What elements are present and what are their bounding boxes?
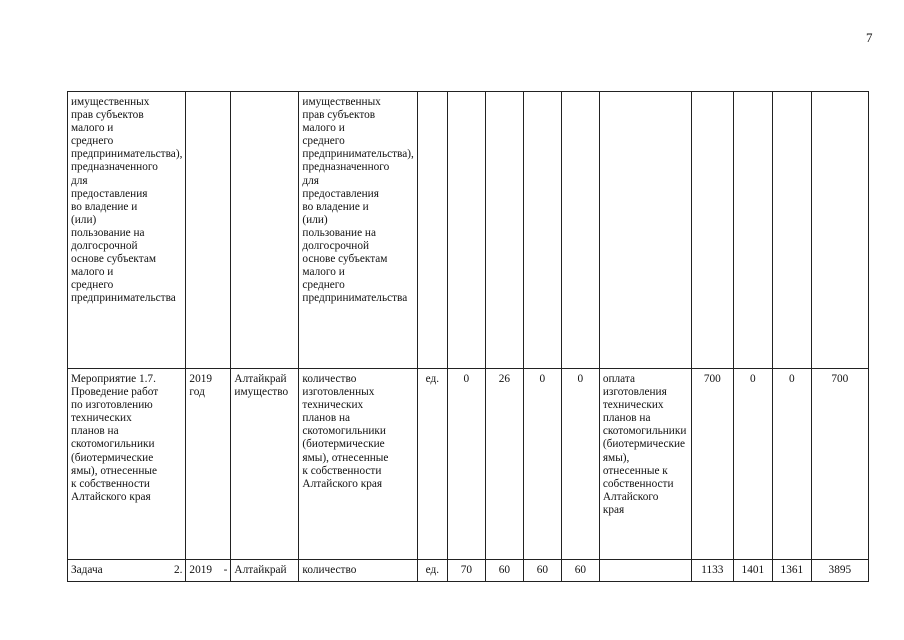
cell-measure-name: Мероприятие 1.7. Проведение работ по изготовлению технических планов на скотомогильники (биотермические ямы), отнесенные к собственности Алтайского края	[68, 369, 186, 560]
cell-finance-1: 1133	[691, 560, 733, 582]
cell-period: 2019 -	[186, 560, 231, 582]
table-row-measure-1-7	[68, 369, 869, 560]
cell-finance-empty	[772, 92, 811, 369]
cell-expense-empty	[599, 92, 691, 369]
cell-value-empty	[561, 92, 599, 369]
cell-finance-2: 0	[733, 369, 772, 560]
cell-value-4: 60	[561, 560, 599, 582]
cell-unit-empty	[417, 92, 447, 369]
cell-value-3: 0	[523, 369, 561, 560]
cell-finance-empty	[691, 92, 733, 369]
cell-finance-3: 0	[772, 369, 811, 560]
cell-value-empty	[485, 92, 523, 369]
cell-executor-empty	[231, 92, 299, 369]
cell-value-empty	[447, 92, 485, 369]
cell-finance-4: 700	[811, 369, 868, 560]
cell-indicator: количество изготовленных технических планов на скотомогильники (биотермические ямы), отнесенные к собственности Алтайского края	[299, 369, 417, 560]
cell-finance-1: 700	[691, 369, 733, 560]
cell-task-name: Задача 2.	[68, 560, 186, 582]
cell-indicator: количество	[299, 560, 417, 582]
cell-expense	[599, 560, 691, 582]
table-row-task-2	[68, 560, 869, 582]
cell-value-empty	[523, 92, 561, 369]
cell-finance-2: 1401	[733, 560, 772, 582]
cell-expense: оплата изготовления технических планов на скотомогильники (биотермические ямы), отнесенные к собственности Алтайского края	[599, 369, 691, 560]
cell-unit: ед.	[417, 369, 447, 560]
cell-unit: ед.	[417, 560, 447, 582]
cell-executor: Алтайкрай	[231, 560, 299, 582]
cell-value-2: 60	[485, 560, 523, 582]
cell-measure-name-continued: имущественных прав субъектов малого и среднего предпринимательства), предназначенного для предоставления во владение и (или) пользование на долгосрочной основе субъектам малого и среднего предпринимательства	[68, 92, 186, 369]
cell-finance-3: 1361	[772, 560, 811, 582]
cell-value-1: 70	[447, 560, 485, 582]
cell-value-2: 26	[485, 369, 523, 560]
cell-period-empty	[186, 92, 231, 369]
cell-indicator-continued: имущественных прав субъектов малого и среднего предпринимательства), предназначенного для предоставления во владение и (или) пользование на долгосрочной основе субъектам малого и среднего предпринимательства	[299, 92, 417, 369]
cell-finance-empty	[733, 92, 772, 369]
page-number: 7	[866, 30, 873, 45]
cell-value-4: 0	[561, 369, 599, 560]
cell-value-1: 0	[447, 369, 485, 560]
table-row-continuation	[68, 92, 869, 369]
cell-finance-4: 3895	[811, 560, 868, 582]
cell-executor: Алтайкрай имущество	[231, 369, 299, 560]
program-table	[67, 91, 869, 582]
cell-value-3: 60	[523, 560, 561, 582]
cell-period: 2019 год	[186, 369, 231, 560]
cell-finance-empty	[811, 92, 868, 369]
